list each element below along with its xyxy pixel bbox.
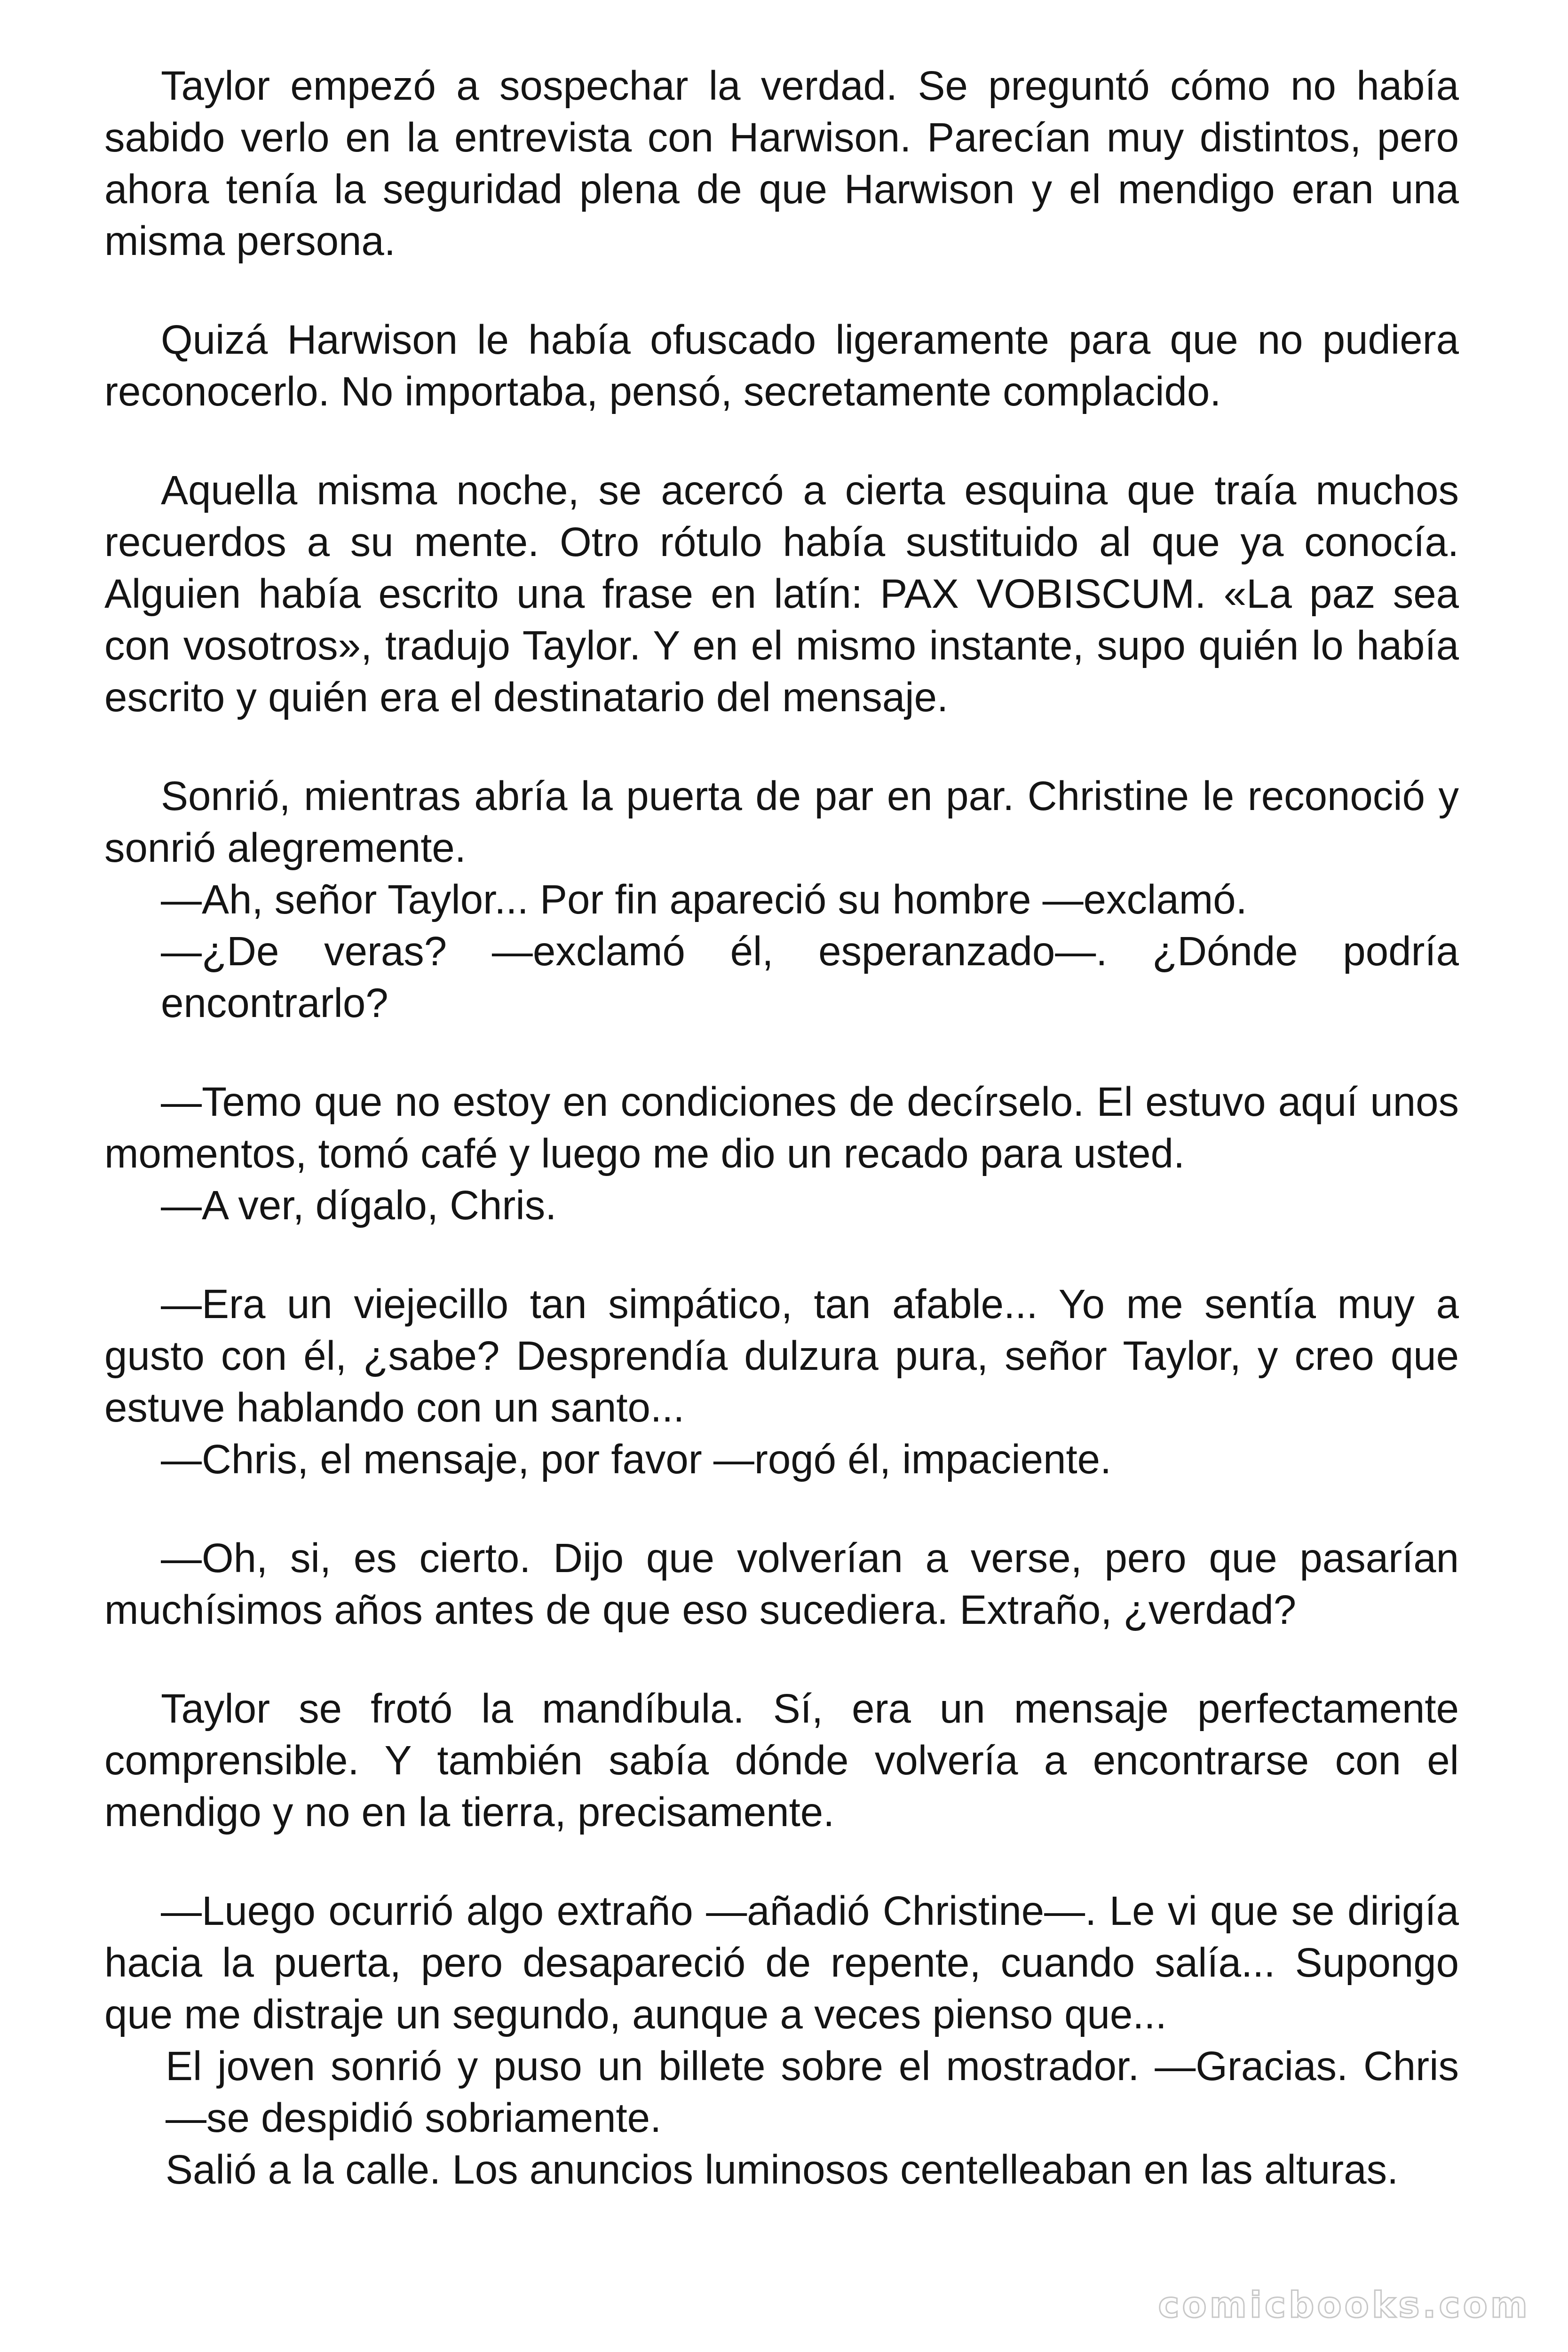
paragraph-3: Aquella misma noche, se acercó a cierta esquina que traía muchos recuerdos a su mente. Otro rótulo había sustituido al que ya conocía. Alguien había escrito una frase en latín: PAX VOBISCUM. «La paz sea con vosotros», tradujo Taylor. Y en el mismo instante, supo quién lo había escrito y quién era el destinatario del mensaje. <box>104 468 1459 720</box>
paragraph-5: —Temo que no estoy en condiciones de decírselo. El estuvo aquí unos momentos, tomó café y luego me dio un recado para usted. <box>104 1079 1459 1176</box>
paragraph-6: —Era un viejecillo tan simpático, tan afable... Yo me sentía muy a gusto con él, ¿sabe? Desprendía dulzura pura, señor Taylor, y creo que estuve hablando con un santo... <box>104 1281 1459 1430</box>
dialogue-line-1: —Ah, señor Taylor... Por fin apareció su hombre —exclamó. <box>161 877 1247 922</box>
watermark: comicbooks.com <box>1158 2284 1530 2326</box>
page-text <box>104 60 1459 2196</box>
paragraph-11: Salió a la calle. Los anuncios luminosos centelleaban en las alturas. <box>166 2147 1399 2193</box>
paragraph-9: —Luego ocurrió algo extraño —añadió Christine—. Le vi que se dirigía hacia la puerta, pero desapareció de repente, cuando salía... Supongo que me distraje un segundo, aunque a veces pienso que... <box>104 1888 1459 2037</box>
paragraph-7: —Oh, si, es cierto. Dijo que volverían a verse, pero que pasarían muchísimos años antes de que eso sucediera. Extraño, ¿verdad? <box>104 1535 1459 1633</box>
paragraph-8: Taylor se frotó la mandíbula. Sí, era un mensaje perfectamente comprensible. Y también sabía dónde volvería a encontrarse con el mendigo y no en la tierra, precisamente. <box>104 1686 1459 1835</box>
paragraph-4: Sonrió, mientras abría la puerta de par en par. Christine le reconoció y sonrió alegremente. <box>104 773 1459 871</box>
paragraph-10: El joven sonrió y puso un billete sobre el mostrador. —Gracias. Chris —se despidió sobriamente. <box>166 2043 1459 2141</box>
paragraph-2: Quizá Harwison le había ofuscado ligeramente para que no pudiera reconocerlo. No importaba, pensó, secretamente complacido. <box>104 317 1459 414</box>
dialogue-line-4: —Chris, el mensaje, por favor —rogó él, impaciente. <box>161 1437 1112 1482</box>
dialogue-line-3: —A ver, dígalo, Chris. <box>161 1183 557 1228</box>
dialogue-line-2: —¿De veras? —exclamó él, esperanzado—. ¿Dónde podría encontrarlo? <box>161 929 1459 1026</box>
paragraph-1: Taylor empezó a sospechar la verdad. Se preguntó cómo no había sabido verlo en la entrevista con Harwison. Parecían muy distintos, pero ahora tenía la seguridad plena de que Harwison y el mendigo eran una misma persona. <box>104 63 1459 264</box>
